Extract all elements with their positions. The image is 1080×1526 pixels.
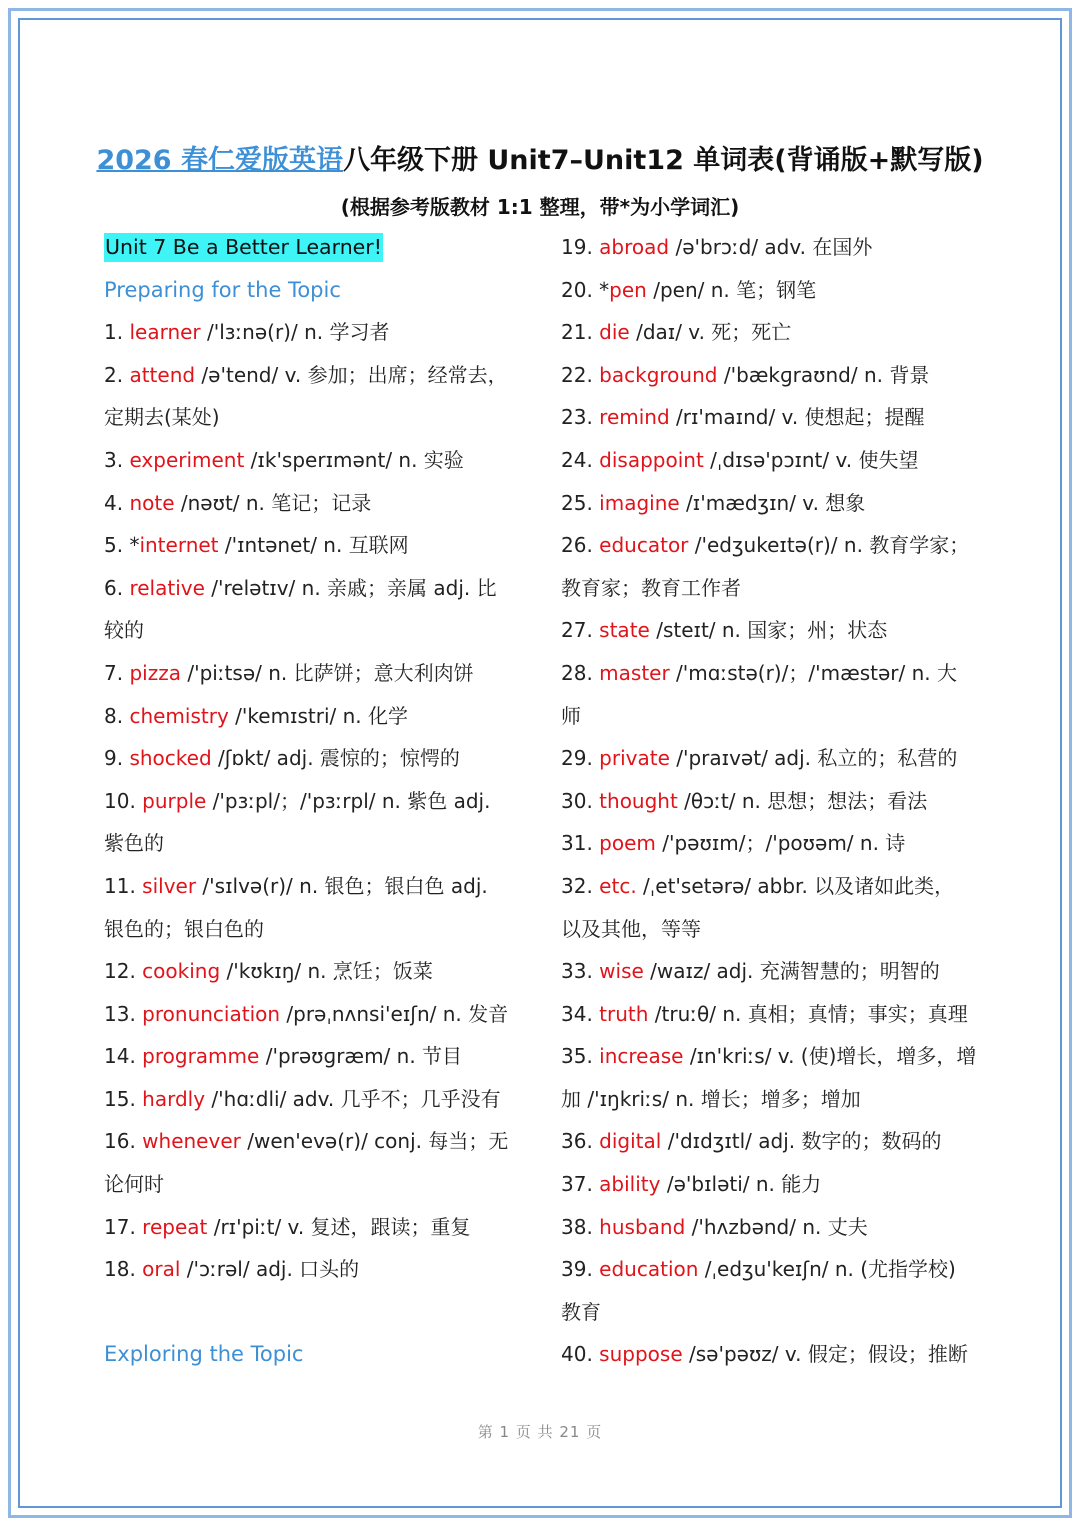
entry-continuation: 师: [561, 703, 581, 728]
vocab-word: abroad: [599, 235, 670, 259]
vocab-entry: [561, 822, 991, 865]
entry-continuation: 银色的；银白色的: [104, 916, 264, 941]
section-heading-line: [104, 269, 534, 312]
entry-number: 19.: [561, 235, 600, 259]
entry-number: 3.: [104, 447, 130, 472]
entry-definition: /'ɪntənet/ n. 互联网: [218, 533, 409, 558]
vocab-word: increase: [599, 1044, 684, 1069]
entry-number: 38.: [561, 1214, 600, 1239]
entry-number: 34.: [561, 1001, 600, 1026]
entry-definition: /'ɔːrəl/ adj. 口头的: [180, 1257, 360, 1282]
entry-number: 37.: [561, 1172, 600, 1197]
entry-continuation: 定期去(某处): [104, 405, 220, 430]
entry-number: 31.: [561, 831, 600, 856]
entry-definition: /'praɪvət/ adj. 私立的；私营的: [669, 746, 958, 771]
right-column: [561, 226, 991, 1376]
entry-definition: /'dɪdʒɪtl/ adj. 数字的；数码的: [661, 1129, 942, 1154]
entry-definition: /'hɑːdli/ adv. 几乎不；几乎没有: [205, 1086, 501, 1111]
vocab-word: husband: [599, 1214, 686, 1239]
entry-definition: /rɪ'maɪnd/ v. 使想起；提醒: [669, 405, 925, 430]
entry-definition: /ə'tend/ v. 参加；出席；经常去，: [195, 362, 508, 387]
vocab-entry: [104, 695, 534, 738]
vocab-word: pronunciation: [142, 1001, 281, 1026]
vocab-entry: [561, 737, 991, 780]
vocab-entry: [104, 1248, 534, 1291]
vocab-word: die: [599, 320, 630, 345]
vocab-word: background: [599, 362, 718, 387]
entry-number: 30.: [561, 788, 600, 813]
vocab-entry: [561, 396, 991, 439]
vocab-entry: [104, 354, 534, 397]
vocab-entry: [561, 226, 991, 269]
vocab-entry: [104, 950, 534, 993]
entry-definition: /steɪt/ n. 国家；州；状态: [649, 618, 888, 643]
blank-line: [104, 1291, 534, 1334]
entry-number: 16.: [104, 1129, 143, 1154]
entry-number: 17.: [104, 1214, 143, 1239]
vocab-word: wise: [599, 959, 644, 984]
entry-number: 5. *: [104, 533, 140, 558]
entry-definition: /'hʌzbənd/ n. 丈夫: [685, 1214, 868, 1239]
vocab-entry: [104, 652, 534, 695]
entry-number: 24.: [561, 447, 600, 472]
vocab-entry: [104, 1035, 534, 1078]
page-title: [0, 138, 1080, 177]
entry-number: 7.: [104, 660, 130, 685]
entry-continuation: 教育: [561, 1299, 601, 1324]
vocab-word: relative: [129, 575, 205, 600]
entry-number: 35.: [561, 1044, 600, 1069]
vocab-entry: [561, 1163, 991, 1206]
vocab-entry: [104, 780, 534, 823]
entry-definition: /'bækɡraʊnd/ n. 背景: [717, 362, 930, 387]
vocab-entry: [104, 865, 534, 908]
entry-definition: /ɪk'sperɪmənt/ n. 实验: [244, 447, 464, 472]
section-heading-line: [104, 1333, 534, 1376]
vocab-entry: [561, 865, 991, 908]
vocab-entry: [104, 567, 534, 610]
vocab-word: educator: [599, 533, 689, 558]
vocab-word: ability: [599, 1172, 661, 1197]
entry-continuation: 教育家；教育工作者: [561, 575, 741, 600]
entry-number: 11.: [104, 873, 143, 898]
vocab-entry: [104, 1206, 534, 1249]
entry-number: 13.: [104, 1001, 143, 1026]
entry-number: 4.: [104, 490, 130, 515]
entry-definition: /'pəʊɪm/；/'poʊəm/ n. 诗: [655, 831, 906, 856]
vocab-entry: [104, 993, 534, 1036]
vocab-entry: [561, 439, 991, 482]
vocab-entry: [104, 482, 534, 525]
entry-continuation: 加 /'ɪŋkriːs/ n. 增长；增多；增加: [561, 1086, 861, 1111]
entry-number: 1.: [104, 320, 130, 345]
vocab-entry: [561, 609, 991, 652]
vocab-word: oral: [142, 1257, 181, 1282]
vocab-word: attend: [129, 362, 196, 387]
vocab-entry: [561, 1333, 991, 1376]
vocab-entry: [104, 311, 534, 354]
entry-definition: /'edʒukeɪtə(r)/ n. 教育学家；: [688, 533, 970, 558]
vocab-word: programme: [142, 1044, 260, 1069]
entry-definition: /ˌdɪsə'pɔɪnt/ v. 使失望: [703, 447, 919, 472]
entry-definition: /ˌedʒu'keɪʃn/ n. (尤指学校): [698, 1257, 956, 1282]
vocab-word: etc.: [599, 873, 637, 898]
title-main: 八年级下册 Unit7–Unit12 单词表(背诵版+默写版): [342, 145, 984, 176]
entry-definition: /truːθ/ n. 真相；真情；事实；真理: [648, 1001, 968, 1026]
vocab-entry: [561, 482, 991, 525]
page-subtitle: (根据参考版教材 1:1 整理，带*为小学词汇): [340, 195, 740, 219]
vocab-word: private: [599, 746, 670, 771]
entry-continuation: 紫色的: [104, 831, 164, 856]
entry-definition: /'prəʊɡræm/ n. 节目: [259, 1044, 463, 1069]
vocab-word: internet: [139, 533, 219, 558]
entry-number: 12.: [104, 959, 143, 984]
entry-definition: /ə'brɔːd/ adv. 在国外: [669, 235, 873, 259]
entry-number: 20. *: [561, 277, 610, 302]
vocab-word: digital: [599, 1129, 662, 1154]
entry-number: 15.: [104, 1086, 143, 1111]
vocab-entry: [561, 1206, 991, 1249]
vocab-word: note: [129, 490, 175, 515]
vocab-word: truth: [599, 1001, 649, 1026]
vocab-word: learner: [129, 320, 201, 345]
entry-definition: /ɪ'mædʒɪn/ v. 想象: [679, 490, 866, 515]
entry-definition: /'piːtsə/ n. 比萨饼；意大利肉饼: [180, 660, 474, 685]
title-brand: 2026 春仁爱版英语: [96, 145, 343, 176]
vocab-word: thought: [599, 788, 678, 813]
vocab-word: state: [599, 618, 650, 643]
vocab-entry: [104, 524, 534, 567]
vocab-entry: [561, 354, 991, 397]
entry-number: 25.: [561, 490, 600, 515]
entry-definition: /ˌet'setərə/ abbr. 以及诸如此类，: [636, 873, 955, 898]
entry-number: 9.: [104, 746, 130, 771]
vocab-word: master: [599, 660, 670, 685]
entry-definition: /nəʊt/ n. 笔记；记录: [174, 490, 372, 515]
vocab-word: education: [599, 1257, 699, 1282]
entry-definition: /sə'pəʊz/ v. 假定；假设；推断: [682, 1342, 968, 1367]
unit-heading-line: [104, 226, 534, 269]
entry-number: 26.: [561, 533, 600, 558]
vocab-entry: [561, 1248, 991, 1291]
vocab-word: disappoint: [599, 447, 704, 472]
vocab-word: pizza: [129, 660, 181, 685]
vocab-entry: [561, 780, 991, 823]
entry-definition: /'pɜːpl/；/'pɜːrpl/ n. 紫色 adj.: [206, 788, 491, 813]
entry-number: 2.: [104, 362, 130, 387]
entry-definition: /'sɪlvə(r)/ n. 银色；银白色 adj.: [196, 873, 488, 898]
entry-number: 40.: [561, 1342, 600, 1367]
entry-definition: /'mɑːstə(r)/；/'mæstər/ n. 大: [669, 660, 957, 685]
entry-continuation: 以及其他，等等: [561, 916, 701, 941]
vocab-word: remind: [599, 405, 670, 430]
section-heading: Preparing for the Topic: [104, 277, 341, 302]
vocab-entry: [561, 652, 991, 695]
vocab-entry: [561, 269, 991, 312]
unit-heading: Unit 7 Be a Better Learner!: [104, 233, 383, 262]
vocab-word: poem: [599, 831, 656, 856]
vocab-word: purple: [142, 788, 207, 813]
vocab-word: experiment: [129, 447, 245, 472]
entry-definition: /daɪ/ v. 死；死亡: [629, 320, 792, 345]
entry-continuation: 较的: [104, 618, 144, 643]
entry-number: 18.: [104, 1257, 143, 1282]
vocab-word: whenever: [142, 1129, 241, 1154]
vocab-entry: [561, 993, 991, 1036]
entry-number: 33.: [561, 959, 600, 984]
vocab-word: shocked: [129, 746, 212, 771]
vocab-word: silver: [142, 873, 197, 898]
entry-definition: /θɔːt/ n. 思想；想法；看法: [677, 788, 928, 813]
entry-number: 29.: [561, 746, 600, 771]
entry-number: 8.: [104, 703, 130, 728]
vocab-word: repeat: [142, 1214, 208, 1239]
vocab-entry: [104, 439, 534, 482]
entry-definition: /'kemɪstri/ n. 化学: [228, 703, 409, 728]
vocab-entry: [104, 1078, 534, 1121]
entry-definition: /ɪn'kriːs/ v. (使)增长，增多，增: [683, 1044, 977, 1069]
vocab-entry: [561, 524, 991, 567]
vocab-entry: [104, 1120, 534, 1163]
entry-number: 39.: [561, 1257, 600, 1282]
entry-number: 22.: [561, 362, 600, 387]
entry-definition: /ʃɒkt/ adj. 震惊的；惊愕的: [211, 746, 460, 771]
entry-continuation: 论何时: [104, 1172, 164, 1197]
entry-definition: /ə'bɪləti/ n. 能力: [660, 1172, 822, 1197]
vocab-entry: [561, 950, 991, 993]
vocab-entry: [561, 1035, 991, 1078]
entry-number: 10.: [104, 788, 143, 813]
vocab-word: imagine: [599, 490, 680, 515]
vocab-entry: [561, 311, 991, 354]
vocab-entry: [104, 737, 534, 780]
entry-definition: /'lɜːnə(r)/ n. 学习者: [200, 320, 390, 345]
entry-number: 6.: [104, 575, 130, 600]
entry-definition: /'kʊkɪŋ/ n. 烹饪；饭菜: [220, 959, 433, 984]
left-column: [104, 226, 534, 1376]
entry-definition: /rɪ'piːt/ v. 复述，跟读；重复: [207, 1214, 471, 1239]
section-heading: Exploring the Topic: [104, 1342, 304, 1367]
entry-definition: /waɪz/ adj. 充满智慧的；明智的: [643, 959, 940, 984]
vocab-word: cooking: [142, 959, 221, 984]
entry-definition: /wen'evə(r)/ conj. 每当；无: [240, 1129, 509, 1154]
entry-number: 36.: [561, 1129, 600, 1154]
entry-number: 23.: [561, 405, 600, 430]
entry-definition: /'relətɪv/ n. 亲戚；亲属 adj. 比: [204, 575, 497, 600]
entry-number: 27.: [561, 618, 600, 643]
vocab-word: hardly: [142, 1086, 206, 1111]
entry-number: 32.: [561, 873, 600, 898]
vocab-word: chemistry: [129, 703, 229, 728]
entry-definition: /prəˌnʌnsi'eɪʃn/ n. 发音: [280, 1001, 509, 1026]
page-number: 第 1 页 共 21 页: [477, 1423, 603, 1441]
vocab-word: suppose: [599, 1342, 683, 1367]
entry-definition: /pen/ n. 笔；钢笔: [646, 277, 817, 302]
entry-number: 14.: [104, 1044, 143, 1069]
vocab-word: pen: [609, 277, 647, 302]
entry-number: 21.: [561, 320, 600, 345]
entry-number: 28.: [561, 660, 600, 685]
vocab-entry: [561, 1120, 991, 1163]
